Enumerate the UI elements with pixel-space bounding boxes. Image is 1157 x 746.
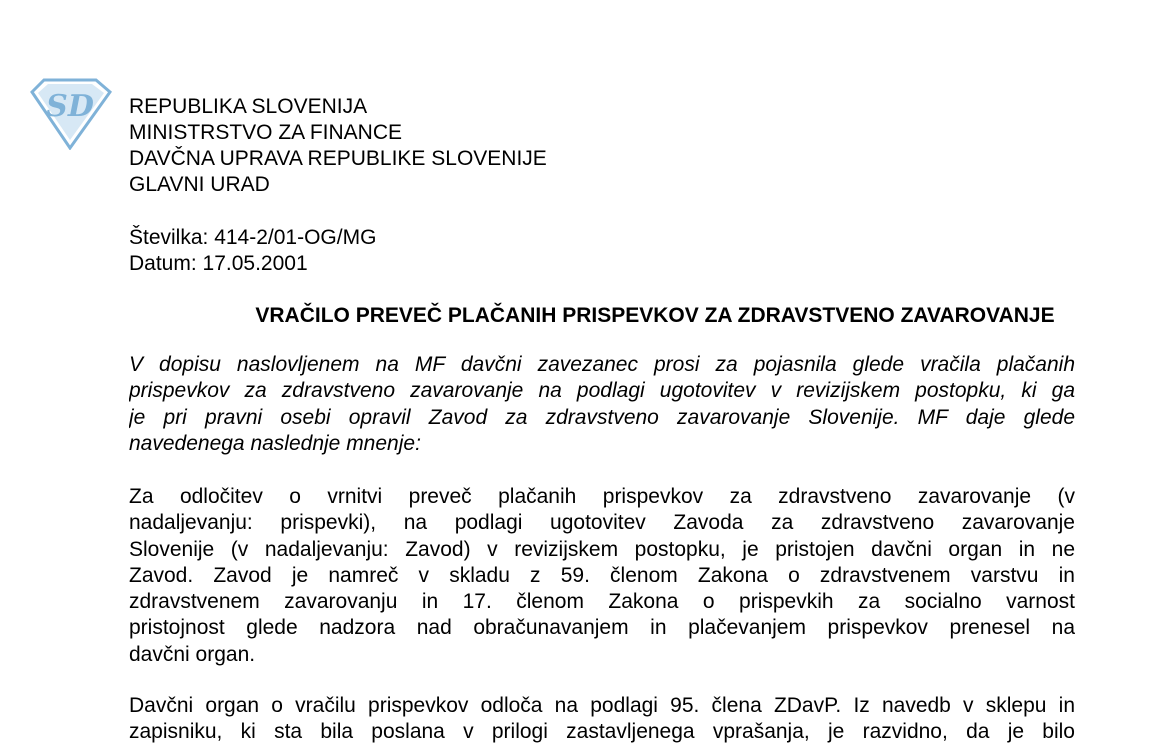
document-title: VRAČILO PREVEČ PLAČANIH PRISPEVKOV ZA ZDRAVSTVENO ZAVAROVANJE [255,304,1055,327]
header-tax-administration: DAVČNA UPRAVA REPUBLIKE SLOVENIJE [129,147,547,170]
intro-line: prispevkov za zdravstveno zavarovanje na podlagi ugotovitev v revizijskem postopku, ki ga [129,379,1075,403]
paragraph-line: davčni organ. [129,642,256,666]
intro-line: je pri pravni osebi opravil Zavod za zdravstveno zavarovanje Slovenije. MF daje glede [129,405,1075,429]
paragraph-line: Slovenije (v nadaljevanju: Zavod) v revizijskem postopku, je pristojen davčni organ in ne [129,537,1075,561]
institution-header [129,94,547,198]
logo-monogram: SD [46,89,94,124]
paragraph-line: zdravstvenem zavarovanju in 17. členom Zakona o prispevkih za socialno varnost [129,590,1075,614]
body-paragraph-1 [129,484,1075,668]
body-paragraph-2 [129,693,1075,746]
document-date: Datum: 17.05.2001 [129,252,308,275]
document-meta [129,225,376,277]
document-number: Številka: 414-2/01-OG/MG [129,226,377,249]
header-republic: REPUBLIKA SLOVENIJA [129,95,368,118]
paragraph-line: zapisniku, ki sta bila poslana v prilogi zastavljenega vprašanja, je razvidno, da je bilo [129,720,1075,744]
intro-line: V dopisu naslovljenem na MF davčni zavezanec prosi za pojasnila glede vračila plačanih [129,353,1075,376]
paragraph-line: Za odločitev o vrnitvi preveč plačanih prispevkov za zdravstveno zavarovanje (v [129,485,1075,508]
intro-paragraph [129,352,1075,457]
paragraph-line: Davčni organ o vračilu prispevkov odloča na podlagi 95. člena ZDavP. Iz navedb v sklepu in [129,694,1075,717]
paragraph-line: Zavod. Zavod je namreč v skladu z 59. členom Zakona o zdravstvenem varstvu in [129,563,1075,587]
paragraph-line: nadaljevanju: prispevki), na podlagi ugotovitev Zavoda za zdravstveno zavarovanje [129,511,1075,535]
header-ministry: MINISTRSTVO ZA FINANCE [129,121,403,144]
header-main-office: GLAVNI URAD [129,173,270,196]
tax-administration-logo [28,78,112,150]
paragraph-line: pristojnost glede nadzora nad obračunavanjem in plačevanjem prispevkov prenesel na [129,616,1075,640]
intro-line: navedenega naslednje mnenje: [129,431,421,455]
